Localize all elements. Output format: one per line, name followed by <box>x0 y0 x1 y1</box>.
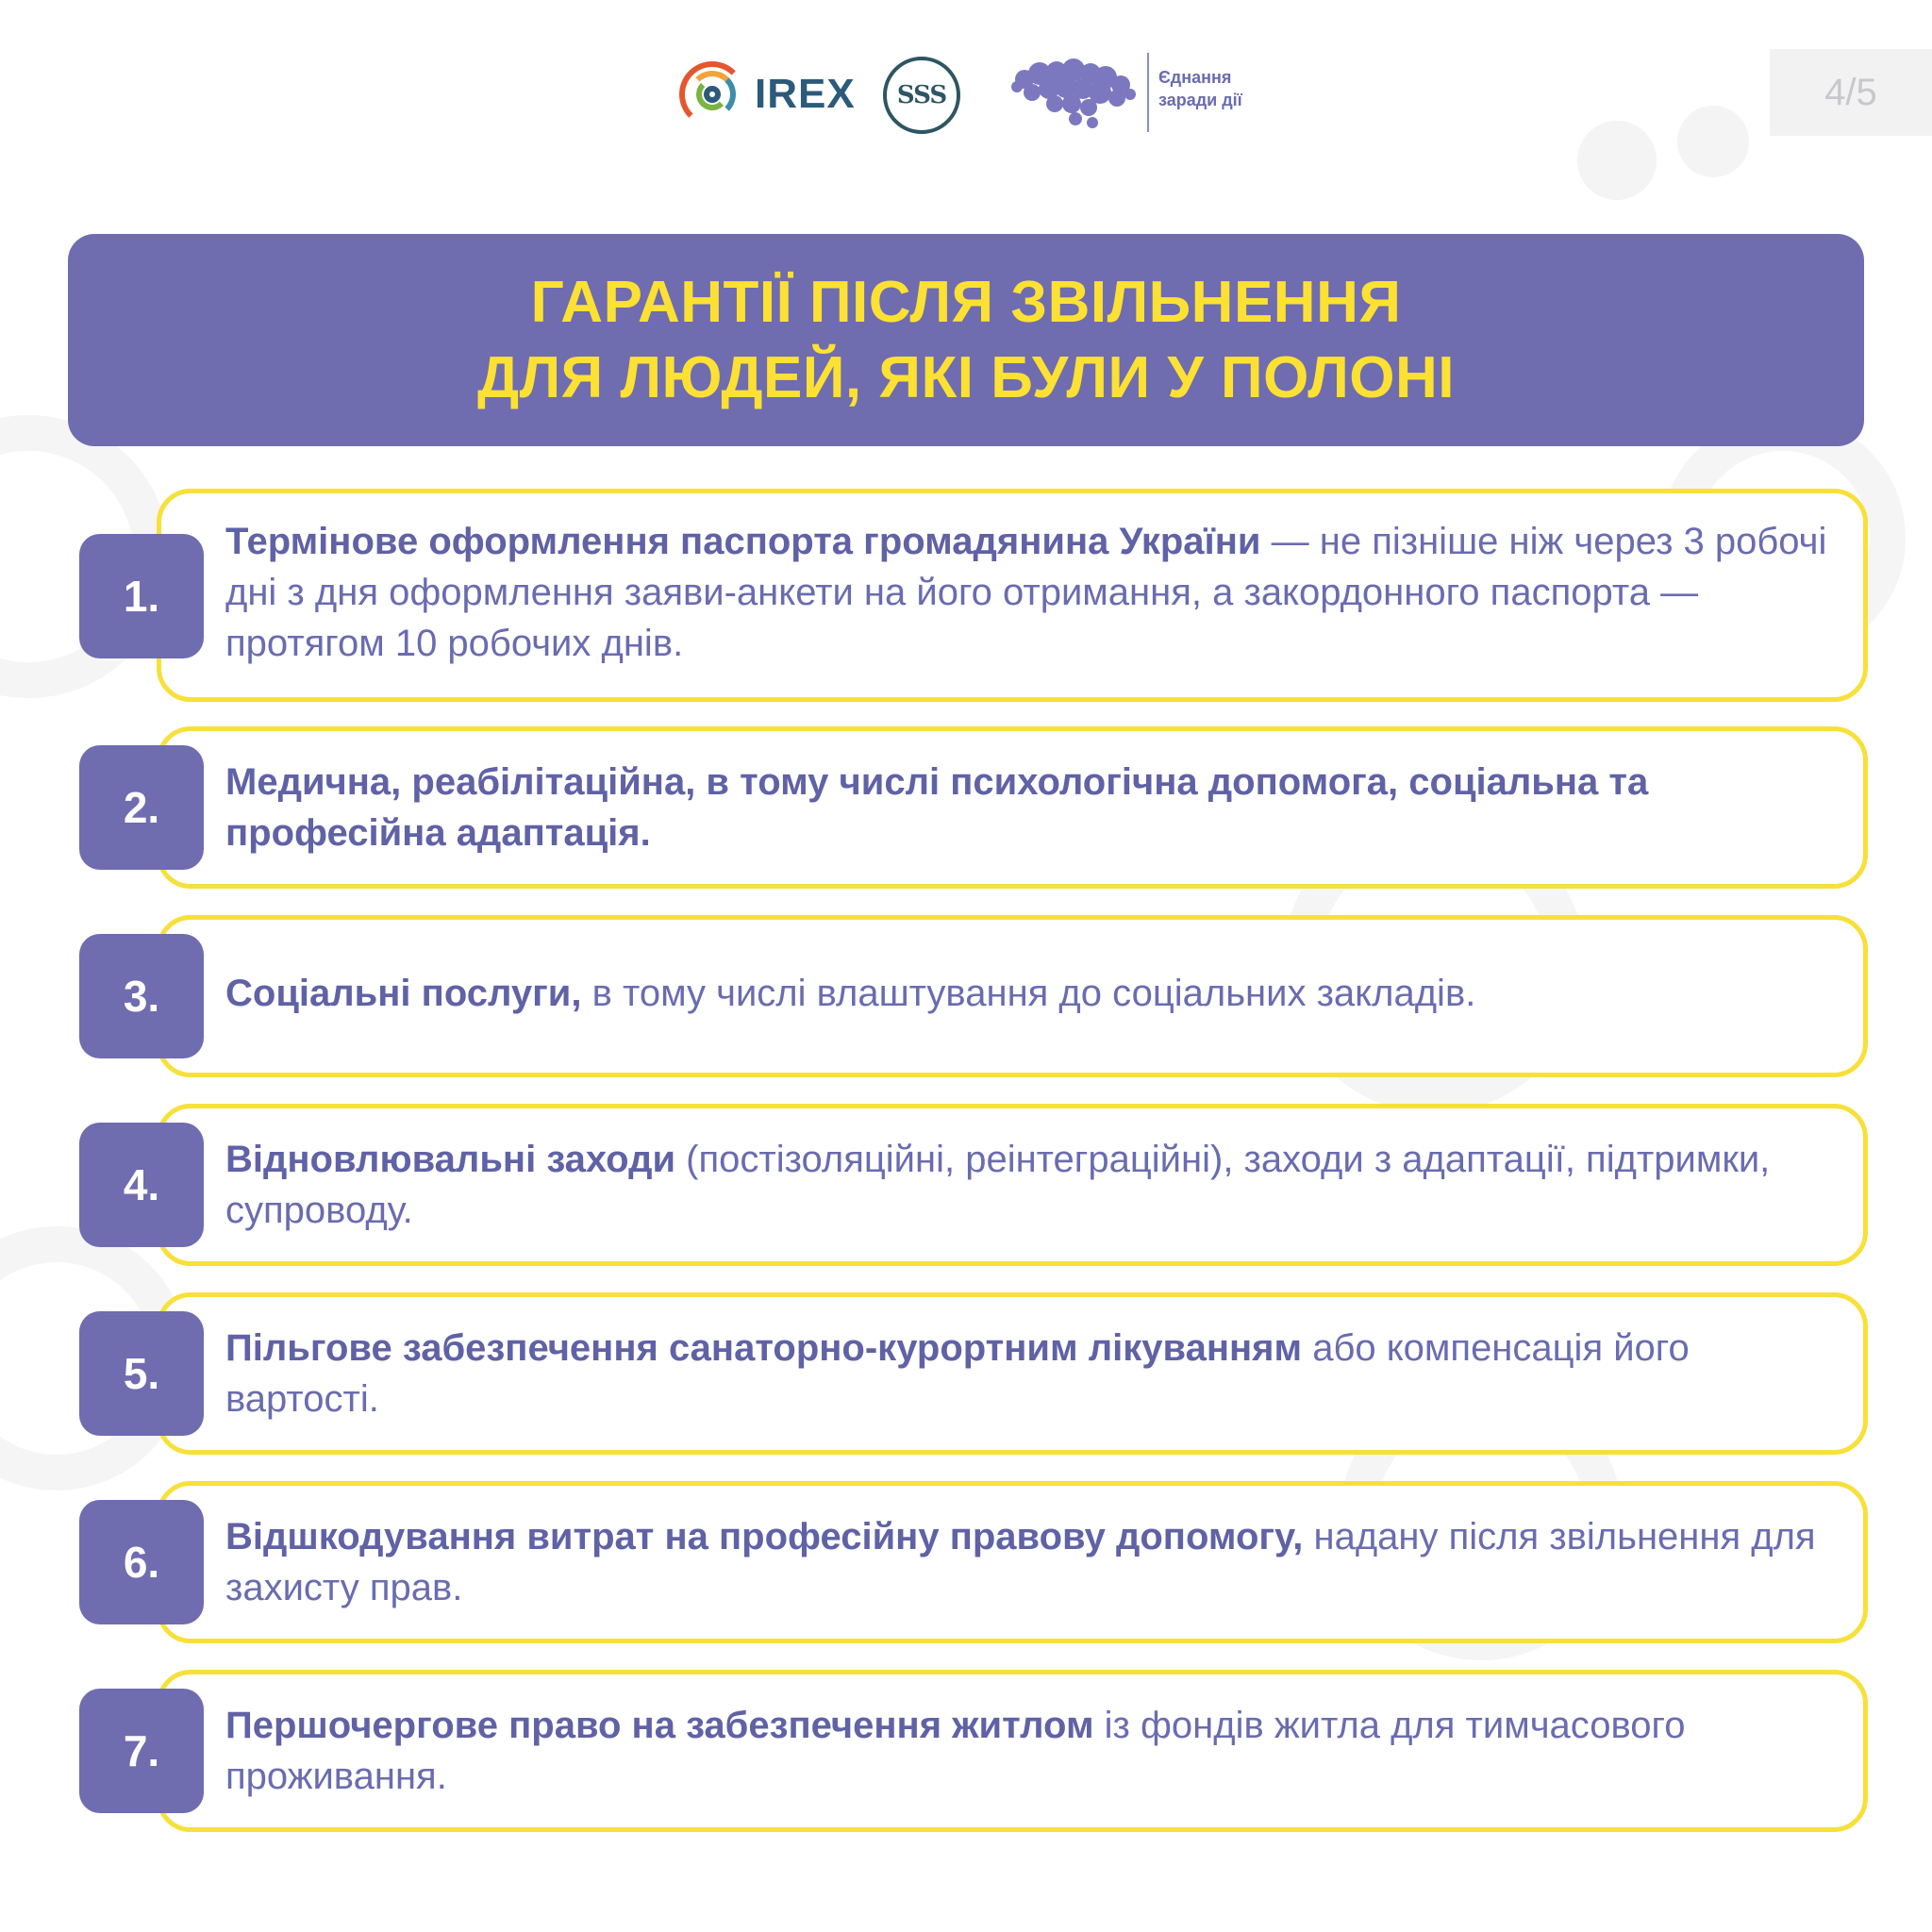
item-number-badge: 1. <box>79 534 204 658</box>
item-bold-text: Соціальні послуги, <box>225 973 582 1014</box>
item-bold-text: Медична, реабілітаційна, в тому числі психологічна допомога, соціальна та професійна адаптація. <box>225 761 1649 854</box>
list-item-1 <box>79 489 1868 702</box>
item-bold-text: Першочергове право на забезпечення житлом <box>225 1705 1094 1746</box>
item-text <box>225 968 1830 1019</box>
item-body-text: із фондів житла для тимчасового проживання. <box>225 1705 1686 1797</box>
unity-logo-line1: Єднання <box>1158 68 1232 87</box>
page-indicator: 4/5 <box>1770 49 1932 136</box>
sss-logo: SSS <box>883 57 960 134</box>
item-body-text: (постізоляційні, реінтеграційні), заходи з адаптації, підтримки, супроводу. <box>225 1139 1771 1231</box>
unity-logo-line2: заради дії <box>1158 91 1242 109</box>
unity-logo-text <box>1158 66 1242 111</box>
title-banner <box>68 234 1864 446</box>
item-bold-text: Відновлювальні заходи <box>225 1139 676 1180</box>
logo-divider <box>1147 53 1149 132</box>
ukraine-map-icon <box>1008 53 1140 136</box>
list-item-3 <box>79 915 1868 1077</box>
item-text <box>225 1323 1830 1424</box>
item-text <box>225 516 1830 669</box>
list-item-4 <box>79 1104 1868 1266</box>
irex-wordmark: IREX <box>755 71 856 117</box>
item-number-badge: 2. <box>79 745 204 870</box>
list-item-2 <box>79 726 1868 889</box>
item-text <box>225 1511 1830 1613</box>
item-number-badge: 5. <box>79 1311 204 1436</box>
title-line-1: ГАРАНТІЇ ПІСЛЯ ЗВІЛЬНЕННЯ <box>530 269 1402 335</box>
irex-logo <box>679 55 856 134</box>
item-number-badge: 4. <box>79 1123 204 1247</box>
item-number-badge: 7. <box>79 1689 204 1813</box>
item-body-text: в тому числі влаштування до соціальних закладів. <box>581 973 1476 1014</box>
item-bold-text: Пільгове забезпечення санаторно-курортним лікуванням <box>225 1327 1303 1369</box>
item-body-text: надану після звільнення для захисту прав. <box>225 1516 1816 1608</box>
item-number-badge: 3. <box>79 934 204 1058</box>
item-body-text: — не пізніше ніж через 3 робочі дні з дня оформлення заяви-анкети на його отримання, а закордонного паспорта — протягом 10 робочих днів. <box>225 521 1827 664</box>
list-item-5 <box>79 1292 1868 1455</box>
list-item-7 <box>79 1670 1868 1832</box>
item-bold-text: Відшкодування витрат на професійну правову допомогу, <box>225 1516 1304 1557</box>
item-number-badge: 6. <box>79 1500 204 1624</box>
item-bold-text: Термінове оформлення паспорта громадянина України <box>225 521 1261 562</box>
item-body-text: або компенсація його вартості. <box>225 1327 1690 1420</box>
item-text <box>225 757 1830 858</box>
partner-logos <box>0 49 1932 143</box>
item-text <box>225 1700 1830 1802</box>
list-item-6 <box>79 1481 1868 1643</box>
irex-mark-icon <box>679 61 745 127</box>
item-text <box>225 1134 1830 1236</box>
title-line-2: ДЛЯ ЛЮДЕЙ, ЯКІ БУЛИ У ПОЛОНІ <box>476 344 1456 410</box>
